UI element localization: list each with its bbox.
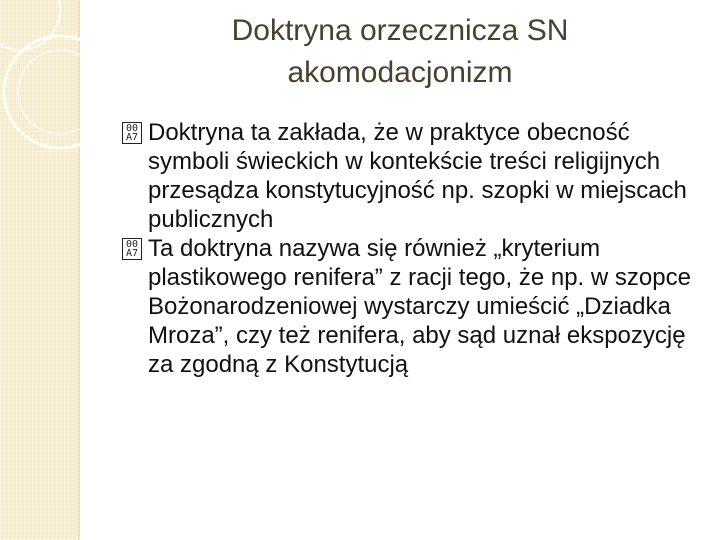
slide-title-line-1: Doktryna orzecznicza SN: [231, 14, 569, 47]
bullet-marker-icon: 00 A7: [122, 238, 142, 260]
side-band-edge: [78, 0, 80, 540]
bullet-marker-icon: 00 A7: [122, 122, 142, 144]
slide-title-line-2: akomodacjonizm: [287, 56, 513, 89]
bullet-item-2: [120, 234, 700, 379]
bullet-text-2: Ta doktryna nazywa się również „kryterium plastikowego renifera” z racji tego, że np. w szopce Bożonarodzeniowej wystarczy umieścić „Dziadka Mroza”, czy też renifera, aby sąd uznał ekspozycję za zgodną z Konstytucją: [148, 235, 691, 378]
bullet-item-1: [120, 118, 700, 234]
bullet-list: [120, 118, 700, 379]
slide-title: [110, 10, 690, 94]
decorative-side-band: [0, 0, 78, 540]
bullet-text-1: Doktryna ta zakłada, że w praktyce obecność symboli świeckich w kontekście treści religijnych przesądza konstytucyjność np. szopki w miejscach publicznych: [148, 119, 687, 233]
